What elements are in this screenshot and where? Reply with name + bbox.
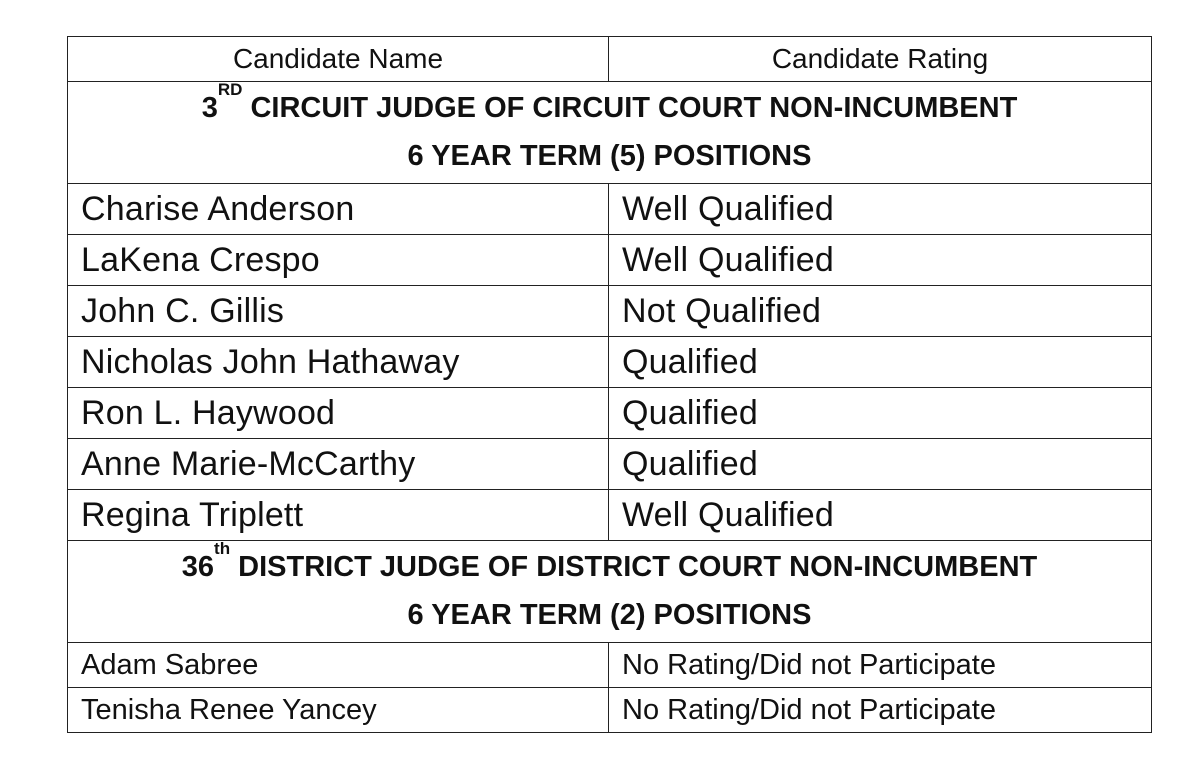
section-subtitle: 6 YEAR TERM (5) POSITIONS bbox=[407, 140, 812, 172]
section-header-circuit-court bbox=[68, 82, 1152, 184]
candidate-ratings-table bbox=[67, 36, 1152, 733]
candidate-name: Ron L. Haywood bbox=[68, 388, 609, 439]
section-title: 3RD CIRCUIT JUDGE OF CIRCUIT COURT NON-INCUMBENT 6 YEAR TERM (5) POSITIONS bbox=[68, 82, 1152, 184]
candidate-rating: Not Qualified bbox=[609, 286, 1152, 337]
candidate-name: Tenisha Renee Yancey bbox=[68, 688, 609, 733]
candidate-name: Regina Triplett bbox=[68, 490, 609, 541]
candidate-rating: Well Qualified bbox=[609, 184, 1152, 235]
table-row bbox=[68, 490, 1152, 541]
table-row bbox=[68, 388, 1152, 439]
section-header-district-court bbox=[68, 541, 1152, 643]
candidate-name: Nicholas John Hathaway bbox=[68, 337, 609, 388]
table-row bbox=[68, 643, 1152, 688]
candidate-rating: Qualified bbox=[609, 388, 1152, 439]
candidate-rating: Qualified bbox=[609, 439, 1152, 490]
table-row bbox=[68, 235, 1152, 286]
candidate-rating: Well Qualified bbox=[609, 490, 1152, 541]
header-row bbox=[68, 37, 1152, 82]
candidate-name: John C. Gillis bbox=[68, 286, 609, 337]
candidate-name: LaKena Crespo bbox=[68, 235, 609, 286]
candidate-rating: No Rating/Did not Participate bbox=[609, 688, 1152, 733]
candidate-rating: No Rating/Did not Participate bbox=[609, 643, 1152, 688]
candidate-name: Charise Anderson bbox=[68, 184, 609, 235]
table-row bbox=[68, 439, 1152, 490]
table-row bbox=[68, 688, 1152, 733]
table-row bbox=[68, 337, 1152, 388]
table-row bbox=[68, 184, 1152, 235]
candidate-name: Adam Sabree bbox=[68, 643, 609, 688]
section-title: 36th DISTRICT JUDGE OF DISTRICT COURT NON-INCUMBENT 6 YEAR TERM (2) POSITIONS bbox=[68, 541, 1152, 643]
table-row bbox=[68, 286, 1152, 337]
candidate-name: Anne Marie-McCarthy bbox=[68, 439, 609, 490]
section-subtitle: 6 YEAR TERM (2) POSITIONS bbox=[407, 599, 812, 631]
candidate-rating: Qualified bbox=[609, 337, 1152, 388]
column-header-rating: Candidate Rating bbox=[609, 37, 1152, 82]
column-header-name: Candidate Name bbox=[68, 37, 609, 82]
candidate-rating: Well Qualified bbox=[609, 235, 1152, 286]
